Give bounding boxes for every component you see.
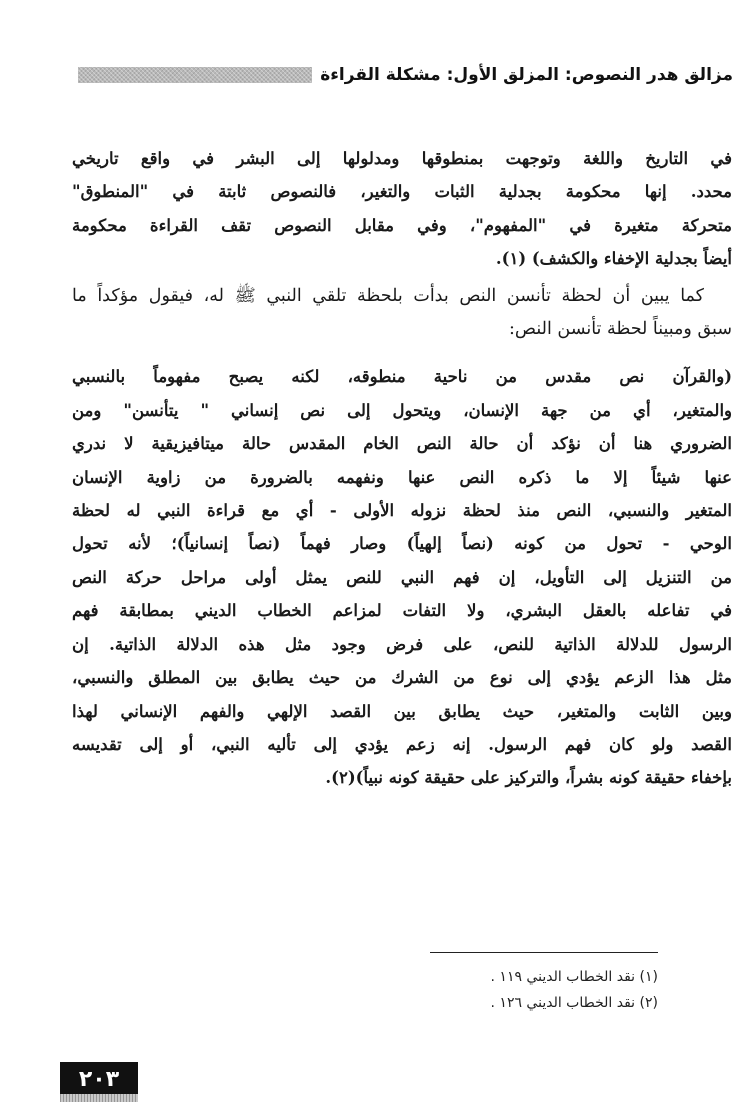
paragraph-continuation xyxy=(72,142,732,276)
quote-line: عنها شيئاً إلا ما ذكره النص عنها ونفهمه بالضرورة من زاوية الإنسان xyxy=(72,467,732,487)
quote-line: مثل هذا الزعم يؤدي إلى نوع من الشرك من حيث يطابق بين المطلق والنسبي، xyxy=(72,668,732,688)
text-line: أيضاً بجدلية الإخفاء والكشف) (١). xyxy=(495,249,732,269)
quote-line: من التنزيل إلى التأويل، إن فهم النبي للنص يمثل أولى مراحل حركة النص xyxy=(72,567,732,587)
quote-line: وبين الثابت والمتغير، حيث يطابق بين القصد الإلهي والفهم الإنساني لهذا xyxy=(72,701,732,721)
footnote-divider xyxy=(430,952,658,953)
quote-line: بإخفاء حقيقة كونه بشراً، والتركيز على حقيقة كونه نبياً)(٢). xyxy=(325,768,732,788)
text-line: محدد. إنها محكومة بجدلية الثبات والتغير، فالنصوص ثابتة في "المنطوق" xyxy=(72,182,732,202)
quote-line: القصد ولو كان فهم الرسول. إنه زعم يؤدي إلى تأليه النبي، أو إلى تقديسه xyxy=(72,734,732,754)
text-line: سبق ومبيناً لحظة تأنسن النص: xyxy=(509,319,732,340)
paragraph-intro xyxy=(72,280,732,347)
quote-line: الرسول للدلالة الذاتية للنص، على فرض وجود مثل هذه الدلالة الذاتية. إن xyxy=(72,634,732,654)
quote-line: والمتغير، أي من جهة الإنسان، ويتحول إلى نص إنساني " يتأنسن" ومن xyxy=(72,400,732,420)
header-decorative-bar xyxy=(78,67,312,83)
footnote-1: (١) نقد الخطاب الديني ١١٩ . xyxy=(490,969,658,985)
page-number: ٢٠٣ xyxy=(60,1062,138,1096)
text-line: متحركة متغيرة في "المفهوم"، وفي مقابل النصوص تقف القراءة محكومة xyxy=(72,215,732,235)
quote-line: الوحي - تحول من كونه (نصاً إلهياً) وصار فهماً (نصاً إنسانياً)؛ لأنه تحول xyxy=(72,534,732,554)
running-title: مزالق هدر النصوص: المزلق الأول: مشكلة القراءة xyxy=(320,65,733,85)
page-body xyxy=(72,142,732,795)
footnotes xyxy=(491,964,658,1016)
text-line: في التاريخ واللغة وتوجهت بمنطوقها ومدلولها إلى البشر في واقع تاريخي xyxy=(72,149,732,168)
quote-line: (والقرآن نص مقدس من ناحية منطوقه، لكنه يصبح مفهوماً بالنسبي xyxy=(72,367,732,387)
text-line: كما يبين أن لحظة تأنسن النص بدأت بلحظة تلقي النبي ﷺ له، فيقول مؤكداً ما xyxy=(72,285,704,306)
quote-line: في تفاعله بالعقل البشري، ولا التفات لمزاعم الخطاب الديني بمطابقة فهم xyxy=(72,601,732,621)
page-number-decoration xyxy=(60,1094,138,1102)
page-header xyxy=(78,60,733,90)
block-quote xyxy=(72,360,732,794)
quote-line: المتغير والنسبي، النص منذ لحظة نزوله الأولى - أي مع قراءة النبي له لحظة xyxy=(72,501,732,521)
quote-line: الضروري هنا أن نؤكد أن حالة النص الخام المقدس حالة ميتافيزيقية لا ندري xyxy=(72,434,732,454)
footnote-2: (٢) نقد الخطاب الديني ١٢٦ . xyxy=(490,995,658,1011)
